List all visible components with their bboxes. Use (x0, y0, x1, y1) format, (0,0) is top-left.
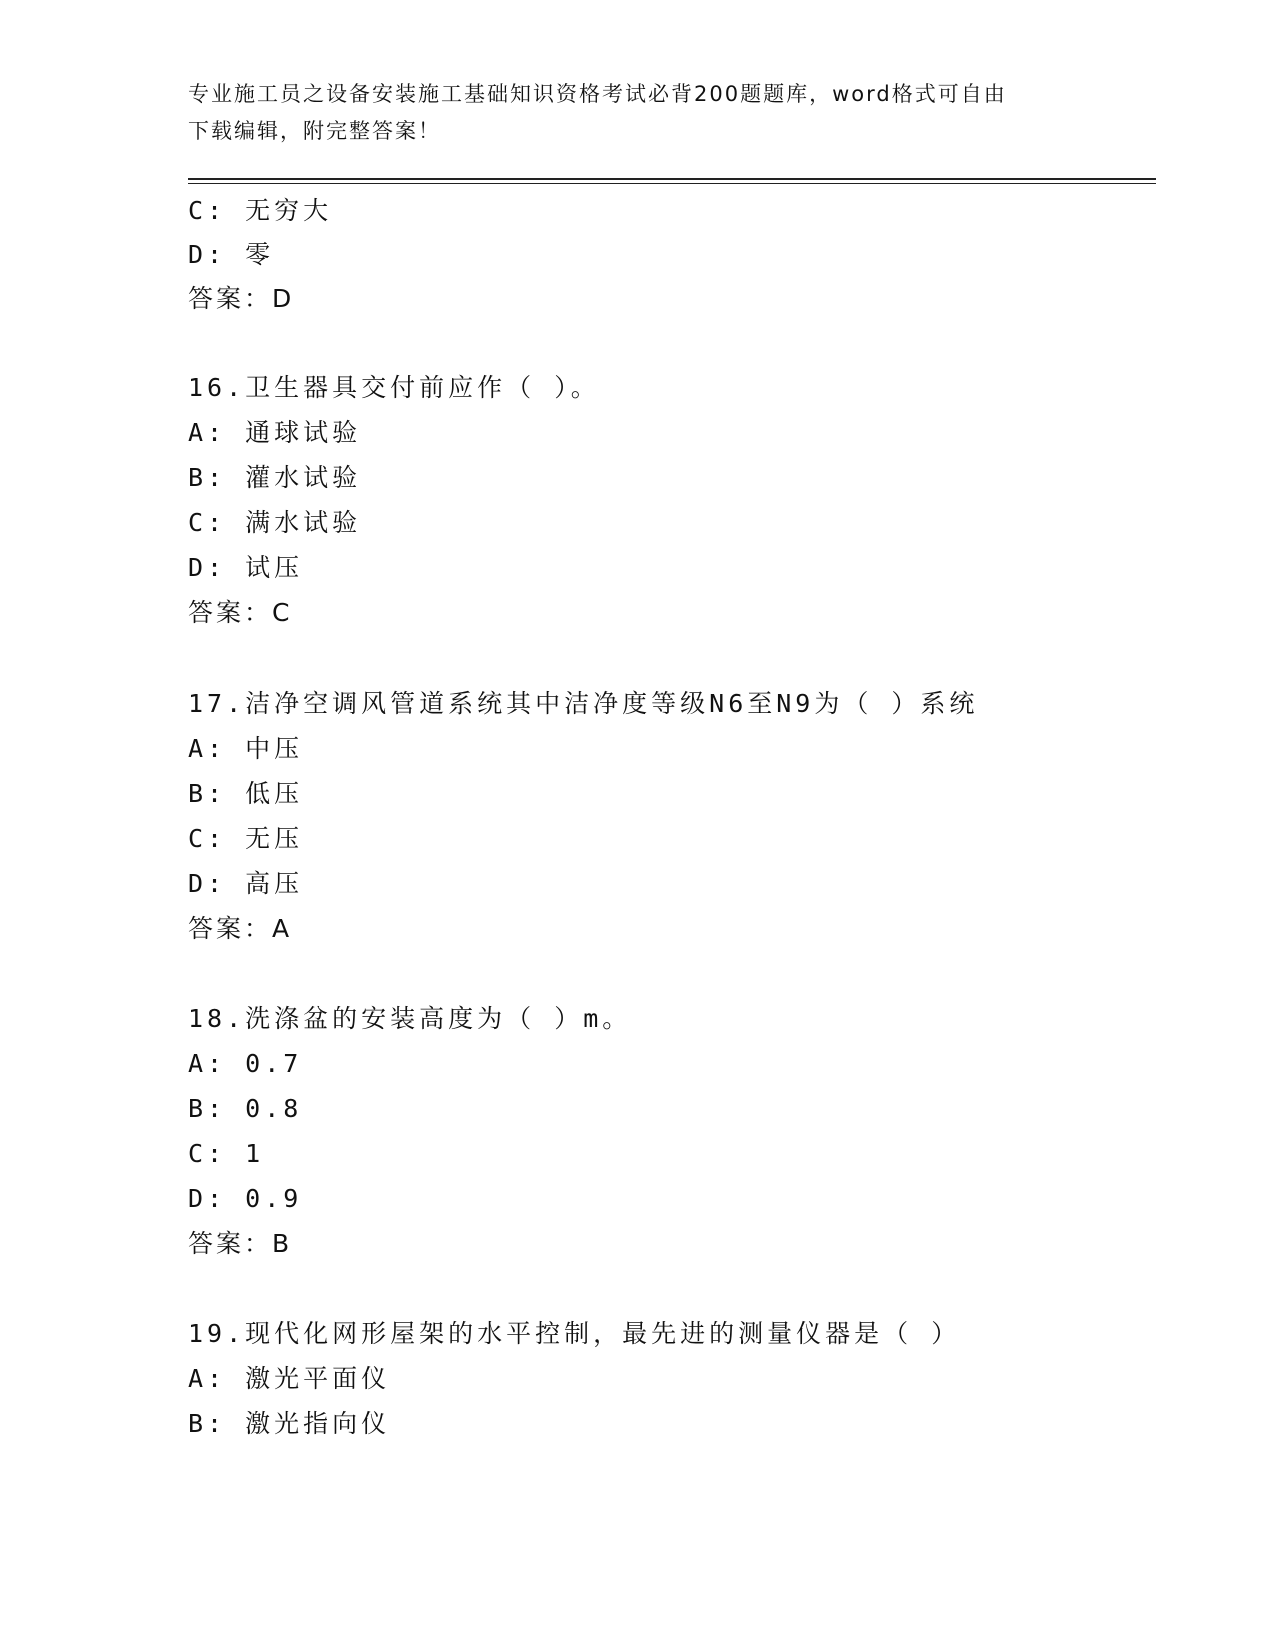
option-c: C: 满水试验 (188, 508, 362, 537)
option-d: D: 高压 (188, 869, 304, 898)
option-b: B: 激光指向仪 (188, 1409, 391, 1438)
option-b: B: 灌水试验 (188, 463, 362, 492)
answer-line: 答案：A (188, 914, 293, 943)
document-header (188, 76, 1088, 150)
option-a: A: 通球试验 (188, 418, 362, 447)
answer-line: 答案：C (188, 598, 293, 627)
option-a: A: 0.7 (188, 1049, 303, 1078)
option-b: B: 低压 (188, 779, 304, 808)
question-19: 19.现代化网形屋架的水平控制，最先进的测量仪器是（ ） (188, 1319, 961, 1348)
header-divider-thin (188, 183, 1156, 184)
header-line-1: 专业施工员之设备安装施工基础知识资格考试必背200题题库，word格式可自由 (188, 82, 1007, 106)
option-d: D: 试压 (188, 553, 304, 582)
option-d: D: 零 (188, 240, 275, 269)
option-a: A: 中压 (188, 734, 304, 763)
option-c: C: 无压 (188, 824, 304, 853)
option-b: B: 0.8 (188, 1094, 303, 1123)
question-18: 18.洗涤盆的安装高度为（ ）m。 (188, 1004, 632, 1033)
option-c: C: 无穷大 (188, 196, 333, 225)
header-divider-thick (188, 178, 1156, 180)
option-a: A: 激光平面仪 (188, 1364, 391, 1393)
question-16: 16.卫生器具交付前应作（ ）。 (188, 373, 600, 402)
answer-line: 答案：B (188, 1229, 293, 1258)
option-c: C: 1 (188, 1139, 265, 1168)
header-line-2: 下载编辑，附完整答案！ (188, 119, 441, 143)
option-d: D: 0.9 (188, 1184, 303, 1213)
question-17: 17.洁净空调风管道系统其中洁净度等级N6至N9为（ ）系统 (188, 689, 979, 718)
answer-line: 答案：D (188, 284, 295, 313)
